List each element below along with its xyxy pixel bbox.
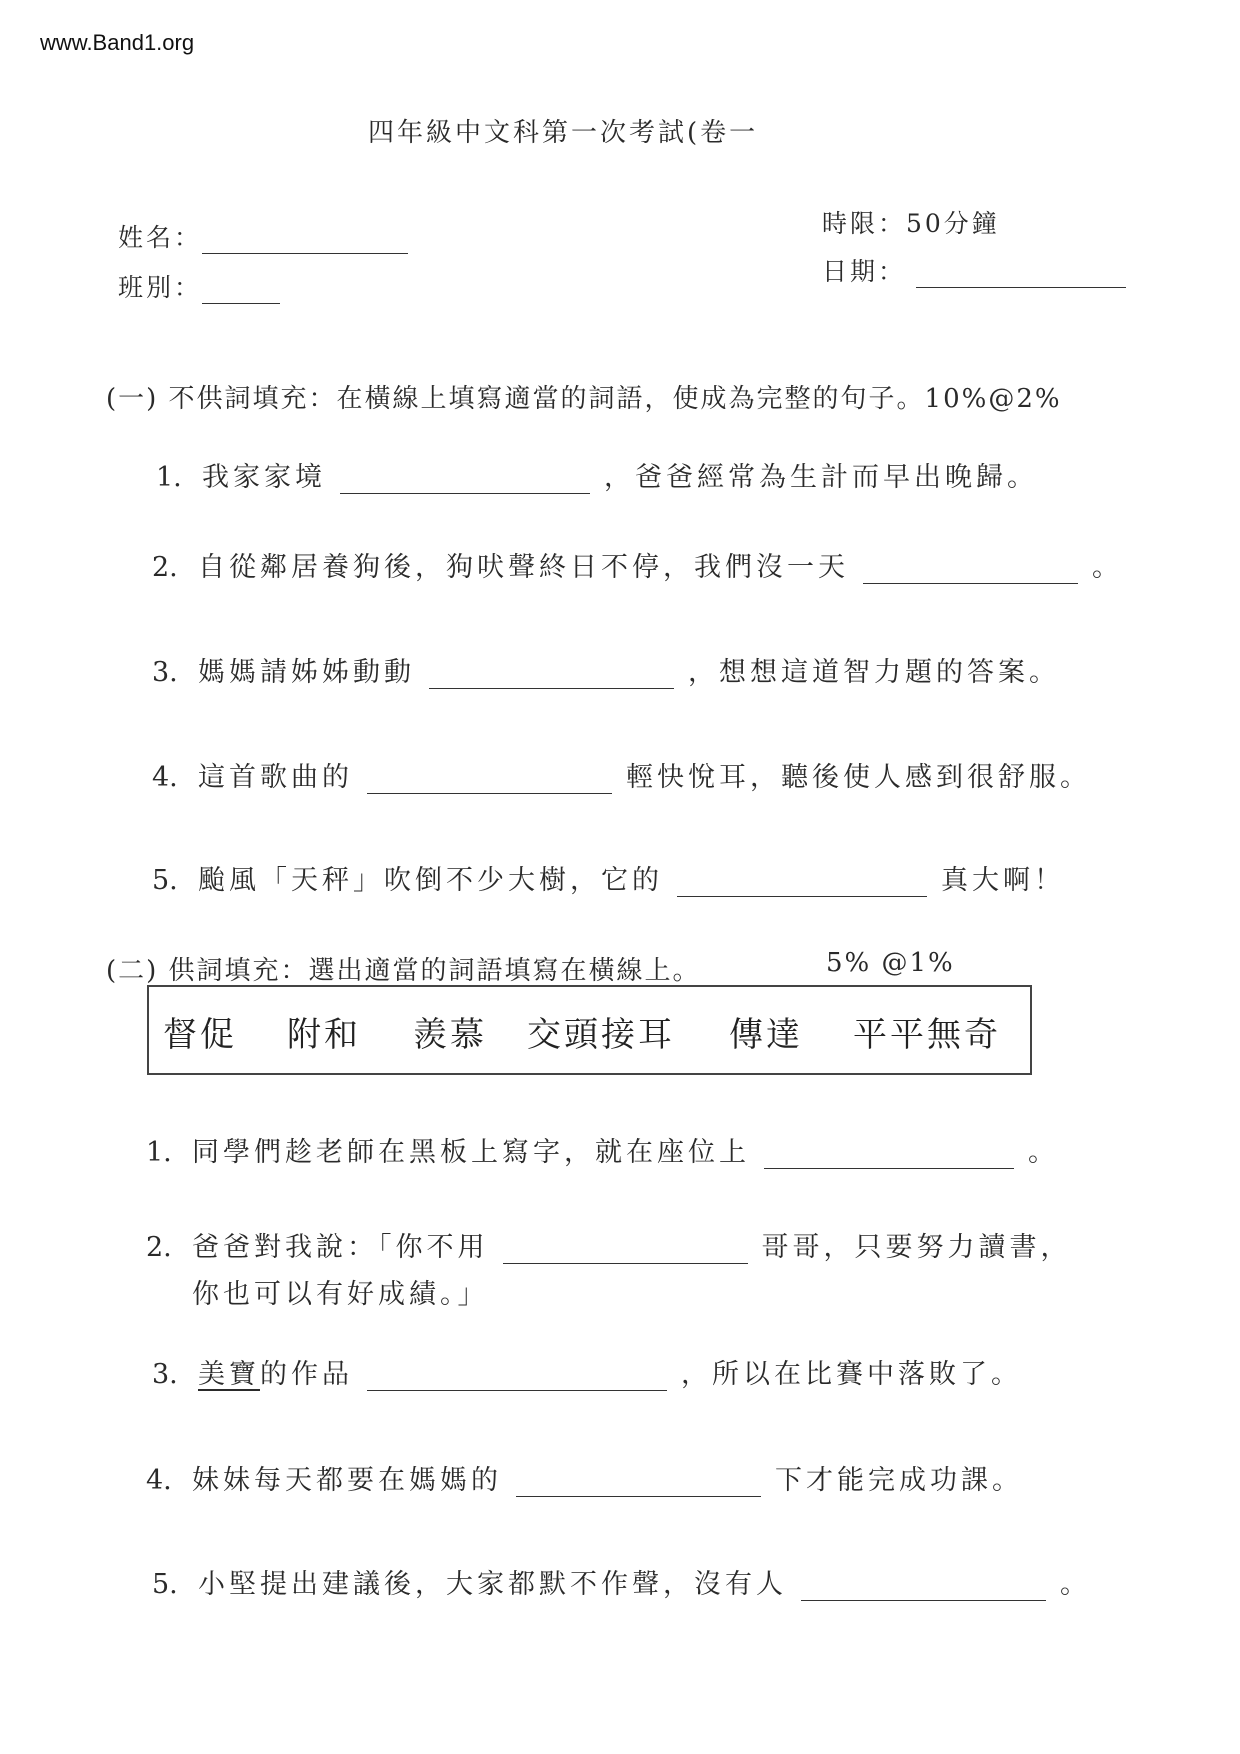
s2-question-2-line2: 你也可以有好成績。」: [192, 1279, 489, 1310]
question-text: 颱風「天秤」吹倒不少大樹，它的: [198, 865, 663, 896]
question-number: 1.: [146, 1137, 172, 1168]
s1-question-4: [152, 755, 1091, 794]
question-text: 的作品: [260, 1359, 353, 1390]
word-bank-item: 傳達: [729, 1015, 803, 1055]
question-number: 1.: [156, 462, 182, 493]
answer-blank[interactable]: [677, 866, 927, 897]
s2-question-5: [152, 1562, 1091, 1601]
question-text: 小堅提出建議後，大家都默不作聲，沒有人: [198, 1569, 787, 1600]
question-text: ，想想這道智力題的答案。: [688, 657, 1060, 688]
answer-blank[interactable]: [340, 463, 590, 494]
answer-blank[interactable]: [516, 1466, 761, 1497]
date-blank[interactable]: [916, 257, 1126, 288]
question-text: 。: [1060, 1569, 1091, 1600]
question-text: 我家家境: [202, 462, 326, 493]
word-bank-item: 附和: [287, 1015, 361, 1055]
question-text: 。: [1092, 552, 1123, 583]
class-field: [118, 268, 280, 304]
question-number: 4.: [152, 762, 178, 793]
word-bank-item: 督促: [163, 1015, 237, 1055]
question-text: 妹妹每天都要在媽媽的: [192, 1465, 502, 1496]
answer-blank[interactable]: [863, 553, 1078, 584]
section1-heading: (一) 不供詞填充：在橫線上填寫適當的詞語，使成為完整的句子。10%@2%: [106, 384, 1062, 414]
s1-question-2: [152, 545, 1123, 584]
answer-blank[interactable]: [367, 763, 612, 794]
date-field: [822, 252, 1126, 288]
s2-question-3: [152, 1352, 1022, 1391]
answer-blank[interactable]: [801, 1570, 1046, 1601]
question-text: 。: [1028, 1137, 1059, 1168]
section2-heading: (二) 供詞填充：選出適當的詞語填寫在橫線上。: [106, 956, 701, 986]
word-bank: [147, 985, 1032, 1075]
name-label: 姓名：: [118, 223, 203, 252]
question-number: 3.: [152, 1359, 178, 1390]
question-number: 2.: [146, 1232, 172, 1263]
question-text: 輕快悅耳，聽後使人感到很舒服。: [626, 762, 1091, 793]
s2-question-2: [146, 1225, 1072, 1264]
question-text: ，所以在比賽中落敗了。: [681, 1359, 1022, 1390]
time-limit: 時限：50分鐘: [822, 209, 1000, 238]
section2-score: 5% @1%: [826, 948, 955, 978]
word-bank-item: 羨慕: [413, 1015, 487, 1055]
question-number: 2.: [152, 552, 178, 583]
name-blank[interactable]: [202, 223, 408, 254]
question-number: 5.: [152, 1569, 178, 1600]
word-bank-item: 平平無奇: [853, 1015, 1001, 1055]
question-text: 爸爸對我說：「你不用: [192, 1232, 489, 1263]
answer-blank[interactable]: [764, 1138, 1014, 1169]
s2-question-1: [146, 1130, 1059, 1169]
answer-blank[interactable]: [429, 658, 674, 689]
s2-question-4: [146, 1458, 1023, 1497]
s1-question-5: [152, 858, 1065, 897]
answer-blank[interactable]: [367, 1360, 667, 1391]
question-text: 媽媽請姊姊動動: [198, 657, 415, 688]
student-name: 美寶: [198, 1359, 260, 1390]
question-text: 自從鄰居養狗後，狗吠聲終日不停，我們沒一天: [198, 552, 849, 583]
question-text: 同學們趁老師在黑板上寫字，就在座位上: [192, 1137, 750, 1168]
question-text: 這首歌曲的: [198, 762, 353, 793]
class-blank[interactable]: [202, 273, 280, 304]
question-text: 哥哥，只要努力讀書，: [761, 1232, 1072, 1263]
question-text: 真大啊！: [941, 865, 1065, 896]
name-field: [118, 218, 408, 254]
question-text: ，爸爸經常為生計而早出晚歸。: [604, 462, 1038, 493]
question-number: 4.: [146, 1465, 172, 1496]
question-number: 5.: [152, 865, 178, 896]
s1-question-3: [152, 650, 1060, 689]
site-url: www.Band1.org: [40, 30, 195, 55]
class-label: 班別：: [118, 273, 203, 302]
question-text: 下才能完成功課。: [775, 1465, 1023, 1496]
question-number: 3.: [152, 657, 178, 688]
date-label: 日期：: [822, 257, 907, 286]
page-title: 四年級中文科第一次考試(卷一: [368, 118, 759, 148]
answer-blank[interactable]: [503, 1233, 748, 1264]
word-bank-item: 交頭接耳: [527, 1015, 675, 1055]
s1-question-1: [156, 455, 1038, 494]
